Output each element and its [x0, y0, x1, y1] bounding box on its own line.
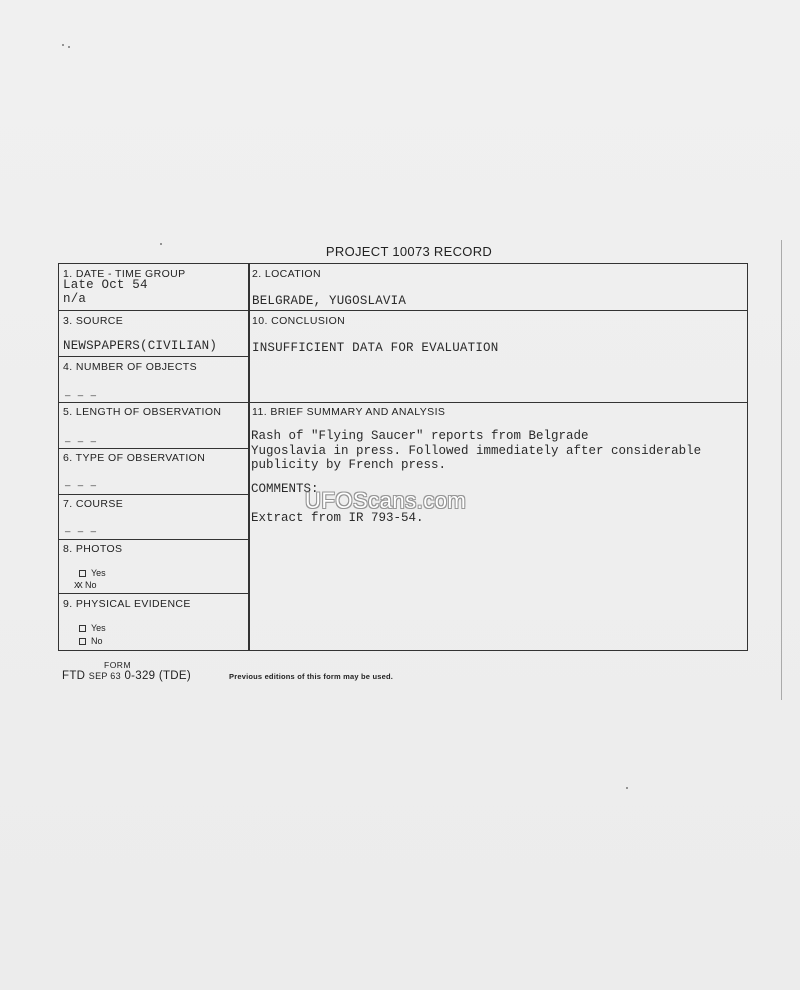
source-label: 3. SOURCE [63, 315, 124, 327]
location-value: BELGRADE, YUGOSLAVIA [252, 294, 407, 308]
form-label: FORM [104, 660, 132, 670]
checked-checkbox-icon: XX [74, 581, 81, 591]
form-code [62, 670, 191, 682]
comments-label: COMMENTS: [251, 481, 319, 496]
photos-no-label: No [85, 580, 97, 590]
extract-reference: Extract from IR 793-54. [251, 511, 424, 525]
form-number: 0-329 (TDE) [124, 670, 192, 682]
type-of-observation-label: 6. TYPE OF OBSERVATION [63, 452, 206, 464]
physical-evidence-no-label: No [91, 636, 103, 646]
record-form [58, 263, 748, 651]
checkbox-icon [79, 638, 86, 645]
length-of-observation-label: 5. LENGTH OF OBSERVATION [63, 406, 222, 418]
form-code-ftd: FTD [62, 670, 86, 682]
summary-line: Rash of "Flying Saucer" reports from Belgrade [251, 429, 589, 443]
row-divider [59, 494, 248, 495]
page-edge-line [781, 240, 782, 700]
photos-label: 8. PHOTOS [63, 543, 123, 555]
checkbox-icon [79, 570, 86, 577]
type-of-observation-value: — — — [65, 481, 98, 491]
photos-no-option [74, 580, 97, 591]
length-of-observation-value: — — — [65, 437, 98, 447]
number-of-objects-value: — — — [65, 391, 98, 401]
conclusion-label: 10. CONCLUSION [252, 315, 346, 327]
form-date: SEP 63 [88, 671, 121, 681]
number-of-objects-label: 4. NUMBER OF OBJECTS [63, 361, 198, 373]
brief-summary-label: 11. BRIEF SUMMARY AND ANALYSIS [252, 406, 446, 418]
row-divider [59, 356, 248, 357]
summary-line: Yugoslavia in press. Followed immediately after considerable [251, 443, 702, 458]
scan-speck [68, 46, 70, 48]
record-title: PROJECT 10073 RECORD [325, 244, 493, 259]
date-time-group-value: Late Oct 54 [63, 278, 148, 292]
row-divider [59, 539, 248, 540]
photos-yes-label: Yes [91, 568, 106, 578]
column-divider [248, 264, 250, 650]
source-value: NEWSPAPERS(CIVILIAN) [63, 339, 218, 353]
photos-yes-option [79, 568, 106, 578]
physical-evidence-label: 9. PHYSICAL EVIDENCE [63, 598, 191, 610]
course-label: 7. COURSE [63, 498, 124, 510]
physical-evidence-yes-option [79, 623, 106, 633]
location-label: 2. LOCATION [252, 268, 321, 280]
row-divider [59, 402, 747, 403]
checkbox-icon [79, 625, 86, 632]
scan-speck [626, 787, 628, 789]
physical-evidence-yes-label: Yes [91, 623, 106, 633]
date-time-group-value-2: n/a [63, 292, 87, 306]
row-divider [59, 448, 248, 449]
watermark: UFOScans.com [305, 488, 467, 513]
summary-line: publicity by French press. [251, 458, 447, 472]
row-divider [59, 593, 248, 594]
date-time-group-label: 1. DATE - TIME GROUP [63, 268, 186, 280]
conclusion-value: INSUFFICIENT DATA FOR EVALUATION [252, 341, 499, 355]
course-value: — — — [65, 527, 98, 537]
scan-speck [62, 44, 64, 46]
row-divider [59, 310, 747, 311]
physical-evidence-no-option [79, 636, 103, 646]
form-note: Previous editions of this form may be used. [229, 672, 394, 681]
